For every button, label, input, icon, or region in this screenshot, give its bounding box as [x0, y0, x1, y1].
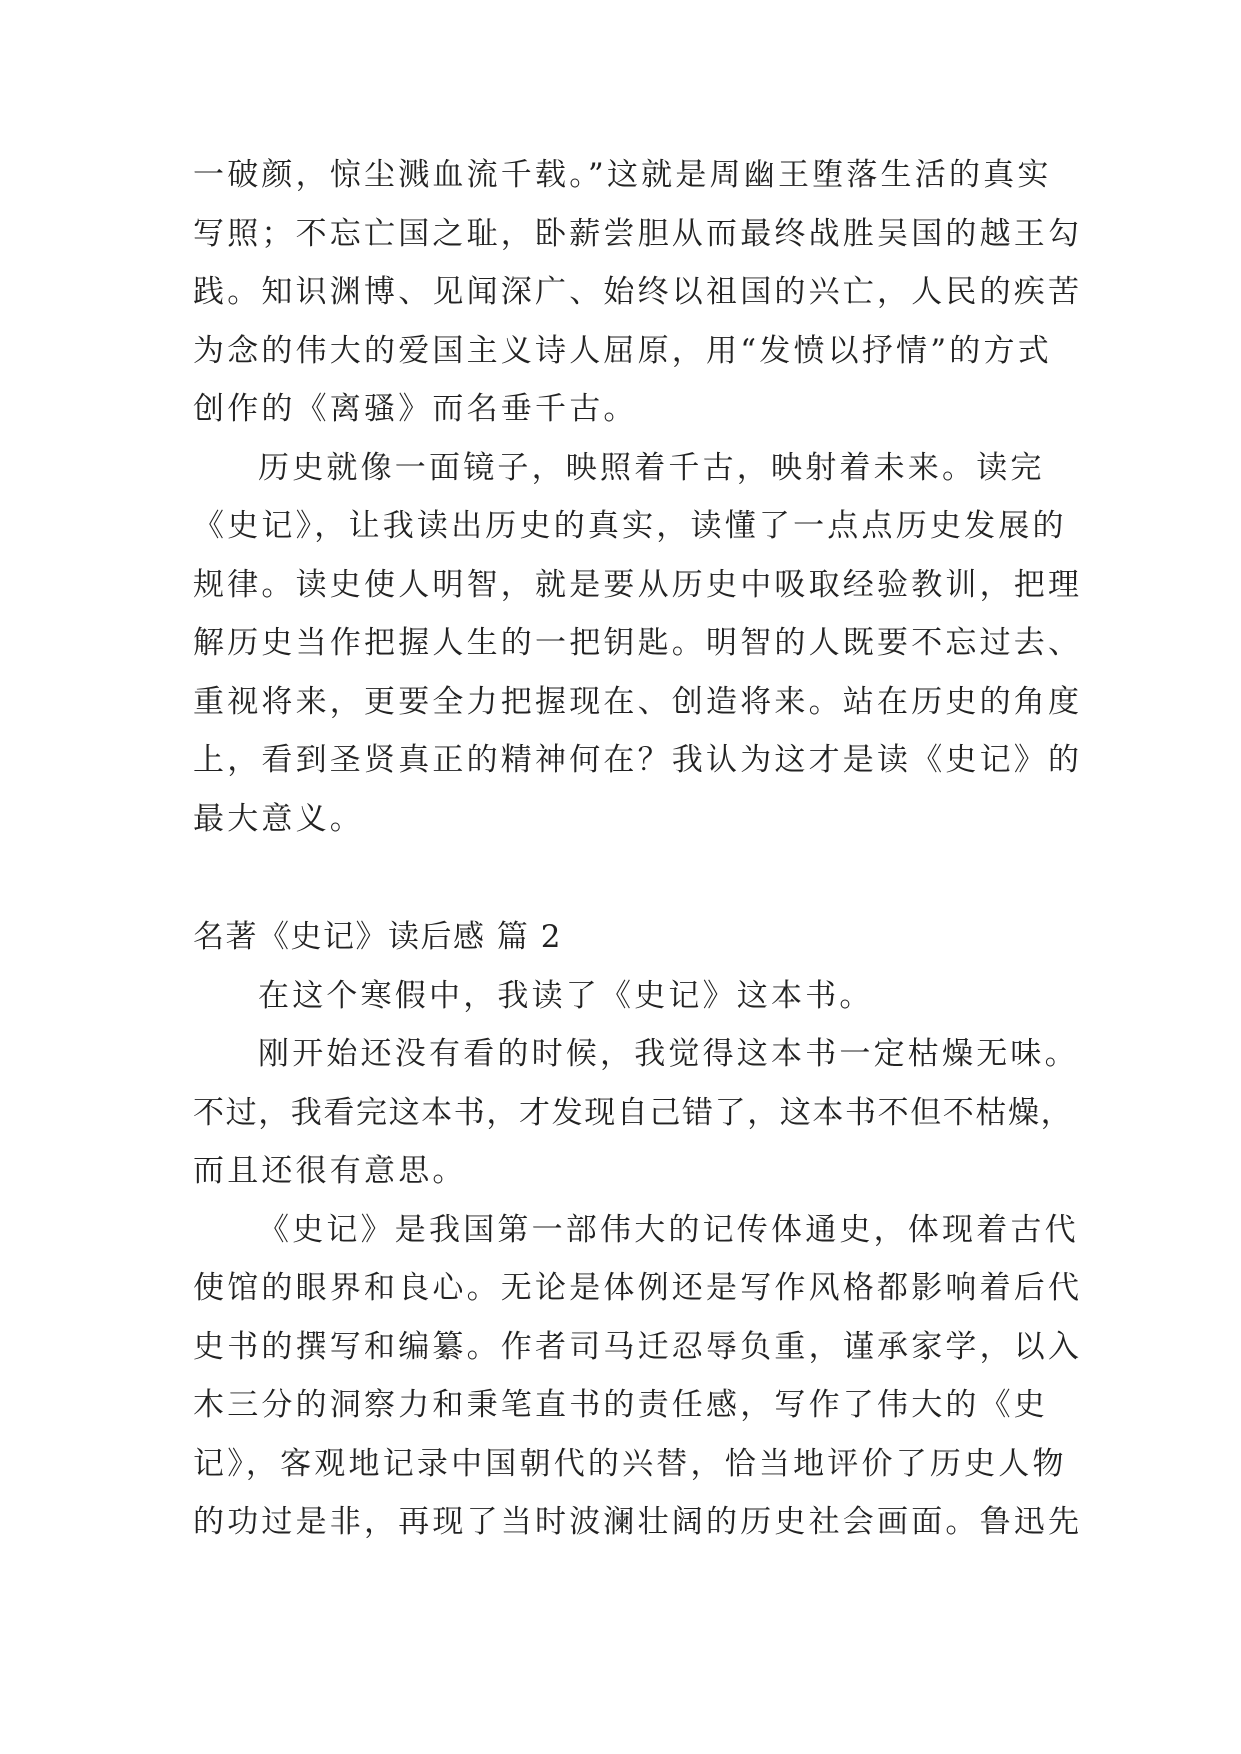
- paragraph-line: 为念的伟大的爱国主义诗人屈原，用“发愤以抒情”的方式: [193, 333, 1052, 369]
- paragraph-line: 重视将来，更要全力把握现在、创造将来。站在历史的角度: [193, 684, 1083, 720]
- paragraph-line: 而且还很有意思。: [193, 1153, 467, 1189]
- paragraph-line: 《史记》是我国第一部伟大的记传体通史，体现着古代: [258, 1212, 1079, 1248]
- paragraph-line: 的功过是非，再现了当时波澜壮阔的历史社会画面。鲁迅先: [193, 1504, 1083, 1540]
- paragraph-line: 写照；不忘亡国之耻，卧薪尝胆从而最终战胜吴国的越王勾: [193, 216, 1083, 252]
- paragraph-line: 创作的《离骚》而名垂千古。: [193, 391, 638, 427]
- paragraph-line: 记》，客观地记录中国朝代的兴替，恰当地评价了历史人物: [193, 1446, 1067, 1482]
- paragraph-line: 史书的撰写和编纂。作者司马迁忍辱负重，谨承家学，以入: [193, 1329, 1083, 1365]
- paragraph-line: 一破颜，惊尘溅血流千载。”这就是周幽王堕落生活的真实: [193, 157, 1052, 193]
- paragraph-line: 规律。读史使人明智，就是要从历史中吸取经验教训，把理: [193, 567, 1083, 603]
- paragraph-line: 刚开始还没有看的时候，我觉得这本书一定枯燥无味。: [258, 1036, 1079, 1072]
- paragraph-line: 践。知识渊博、见闻深广、始终以祖国的兴亡，人民的疾苦: [193, 274, 1083, 310]
- paragraph-line: 解历史当作把握人生的一把钥匙。明智的人既要不忘过去、: [193, 625, 1083, 661]
- paragraph-line: 不过，我看完这本书，才发现自己错了，这本书不但不枯燥，: [193, 1095, 1074, 1131]
- paragraph-line: 最大意义。: [193, 801, 364, 837]
- paragraph-line: 历史就像一面镜子，映照着千古，映射着未来。读完: [258, 450, 1045, 486]
- paragraph-line: 在这个寒假中，我读了《史记》这本书。: [258, 978, 874, 1014]
- section-heading: 名著《史记》读后感 篇 2: [193, 919, 562, 955]
- paragraph-line: 木三分的洞察力和秉笔直书的责任感，写作了伟大的《史: [193, 1387, 1048, 1423]
- paragraph-line: 上，看到圣贤真正的精神何在？我认为这才是读《史记》的: [193, 742, 1083, 778]
- paragraph-line: 《史记》，让我读出历史的真实，读懂了一点点历史发展的: [193, 508, 1067, 544]
- paragraph-line: 使馆的眼界和良心。无论是体例还是写作风格都影响着后代: [193, 1270, 1083, 1306]
